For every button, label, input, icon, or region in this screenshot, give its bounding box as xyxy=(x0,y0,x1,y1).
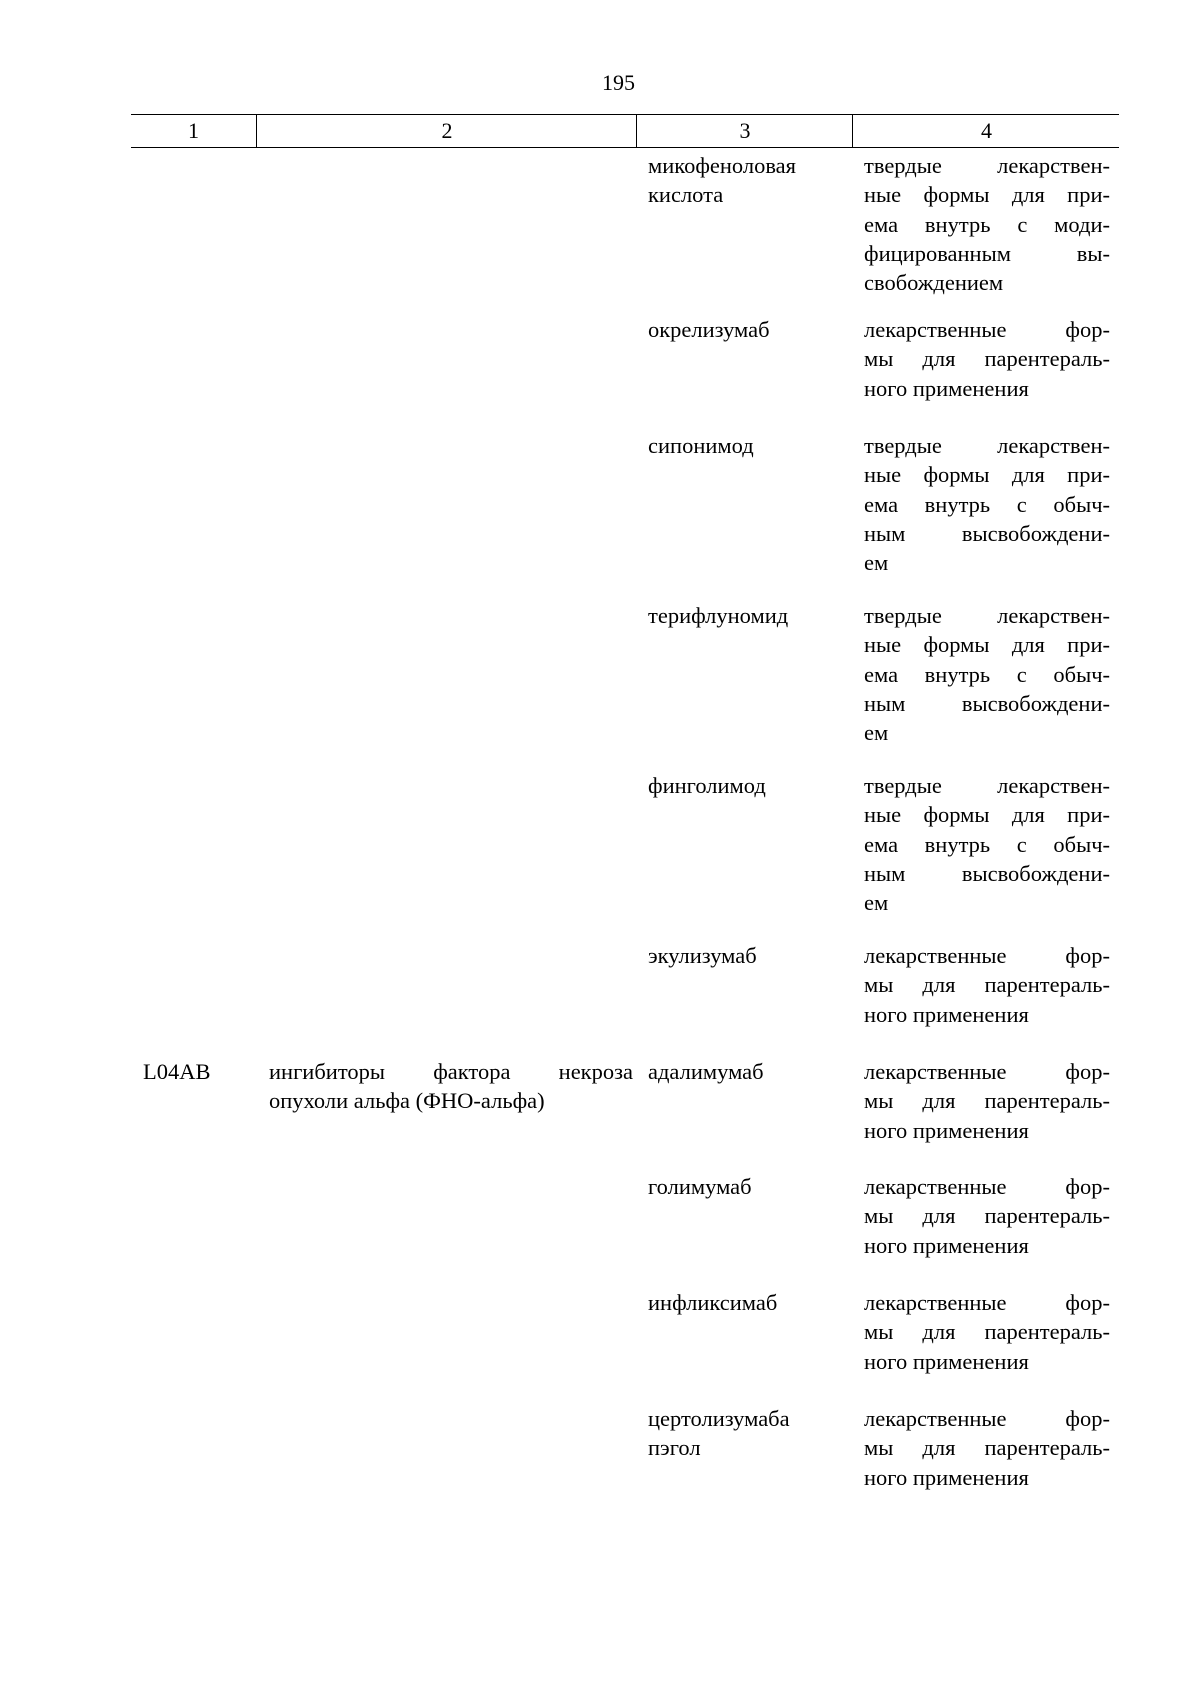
dosage-form xyxy=(864,1057,1110,1145)
cell-line: твердые лекарствен- xyxy=(864,153,1110,178)
cell-line: лекарственные фор- xyxy=(864,1290,1110,1315)
cell-line: ема внутрь с обыч- xyxy=(864,491,1110,517)
cell-line: ного применения xyxy=(864,1117,1029,1143)
cell-line: ные формы для при- xyxy=(864,802,1110,828)
dosage-form xyxy=(864,1288,1110,1376)
cell-line: кислота xyxy=(648,182,724,208)
drug-name xyxy=(648,1172,838,1201)
cell-line: ингибиторы фактора некроза xyxy=(269,1059,633,1084)
cell-line: ного применения xyxy=(864,1464,1029,1490)
cell-line: сипонимод xyxy=(648,433,754,458)
cell-line: ным высвобождени- xyxy=(864,520,1110,546)
cell-line: твердые лекарствен- xyxy=(864,433,1110,458)
header-col-1: 1 xyxy=(188,118,199,143)
dosage-form xyxy=(864,315,1110,403)
cell-line: опухоли альфа (ФНО-альфа) xyxy=(269,1088,545,1114)
cell-line: ема внутрь с обыч- xyxy=(864,831,1110,857)
dosage-form xyxy=(864,151,1110,297)
cell-line: адалимумаб xyxy=(648,1059,764,1084)
dosage-form xyxy=(864,771,1110,917)
cell-line: ема внутрь с обыч- xyxy=(864,661,1110,687)
drug-name xyxy=(648,941,838,970)
drug-name xyxy=(648,315,838,344)
cell-line: ем xyxy=(864,550,889,576)
dosage-form xyxy=(864,941,1110,1029)
cell-line: лекарственные фор- xyxy=(864,1059,1110,1084)
cell-line: ного применения xyxy=(864,1232,1029,1258)
cell-line: свобождением xyxy=(864,270,1004,296)
cell-line: голимумаб xyxy=(648,1174,752,1199)
cell-line: ем xyxy=(864,720,889,746)
cell-line: лекарственные фор- xyxy=(864,1174,1110,1199)
cell-line: ные формы для при- xyxy=(864,462,1110,488)
cell-line: цертолизумаба xyxy=(648,1406,790,1431)
cell-line: мы для парентераль- xyxy=(864,1319,1110,1345)
cell-line: ного применения xyxy=(864,1348,1029,1374)
cell-line: мы для парентераль- xyxy=(864,1435,1110,1461)
cell-line: экулизумаб xyxy=(648,943,757,968)
cell-line: твердые лекарствен- xyxy=(864,773,1110,798)
dosage-form xyxy=(864,1172,1110,1260)
drug-name xyxy=(648,1288,838,1317)
table-header xyxy=(131,114,1119,148)
cell-line: твердые лекарствен- xyxy=(864,603,1110,628)
header-col-2: 2 xyxy=(256,115,637,147)
cell-line: ным высвобождени- xyxy=(864,860,1110,886)
drug-name xyxy=(648,601,838,630)
cell-line: фицированным вы- xyxy=(864,240,1110,266)
cell-line: лекарственные фор- xyxy=(864,317,1110,342)
cell-line: финголимод xyxy=(648,773,766,798)
cell-line: ного применения xyxy=(864,375,1029,401)
cell-line: пэгол xyxy=(648,1435,701,1461)
drug-name xyxy=(648,1057,838,1086)
drug-table xyxy=(131,114,1119,1490)
cell-line: ные формы для при- xyxy=(864,632,1110,658)
cell-line: мы для парентераль- xyxy=(864,1088,1110,1114)
cell-line: ным высвобождени- xyxy=(864,690,1110,716)
header-col-4: 4 xyxy=(852,115,1120,147)
dosage-form xyxy=(864,1404,1110,1492)
drug-name xyxy=(648,771,838,800)
cell-line: ного применения xyxy=(864,1001,1029,1027)
cell-line: лекарственные фор- xyxy=(864,943,1110,968)
cell-line: ем xyxy=(864,890,889,916)
cell-line: лекарственные фор- xyxy=(864,1406,1110,1431)
drug-name xyxy=(648,151,838,210)
drug-name xyxy=(648,431,838,460)
cell-line: мы для парентераль- xyxy=(864,1203,1110,1229)
drug-name xyxy=(648,1404,838,1463)
dosage-form xyxy=(864,431,1110,577)
header-col-3: 3 xyxy=(636,115,853,147)
dosage-form xyxy=(864,601,1110,747)
cell-line: мы для парентераль- xyxy=(864,346,1110,372)
cell-line: микофеноловая xyxy=(648,153,797,178)
cell-line: терифлуномид xyxy=(648,603,789,628)
cell-line: ные формы для при- xyxy=(864,182,1110,208)
cell-line: окрелизумаб xyxy=(648,317,770,342)
cell-line: ема внутрь с моди- xyxy=(864,211,1110,237)
cell-line: инфликсимаб xyxy=(648,1290,778,1315)
cell-line: мы для парентераль- xyxy=(864,972,1110,998)
atc-code: L04AB xyxy=(143,1059,211,1084)
pharmacological-group xyxy=(269,1057,633,1116)
page-number: 195 xyxy=(602,70,635,95)
